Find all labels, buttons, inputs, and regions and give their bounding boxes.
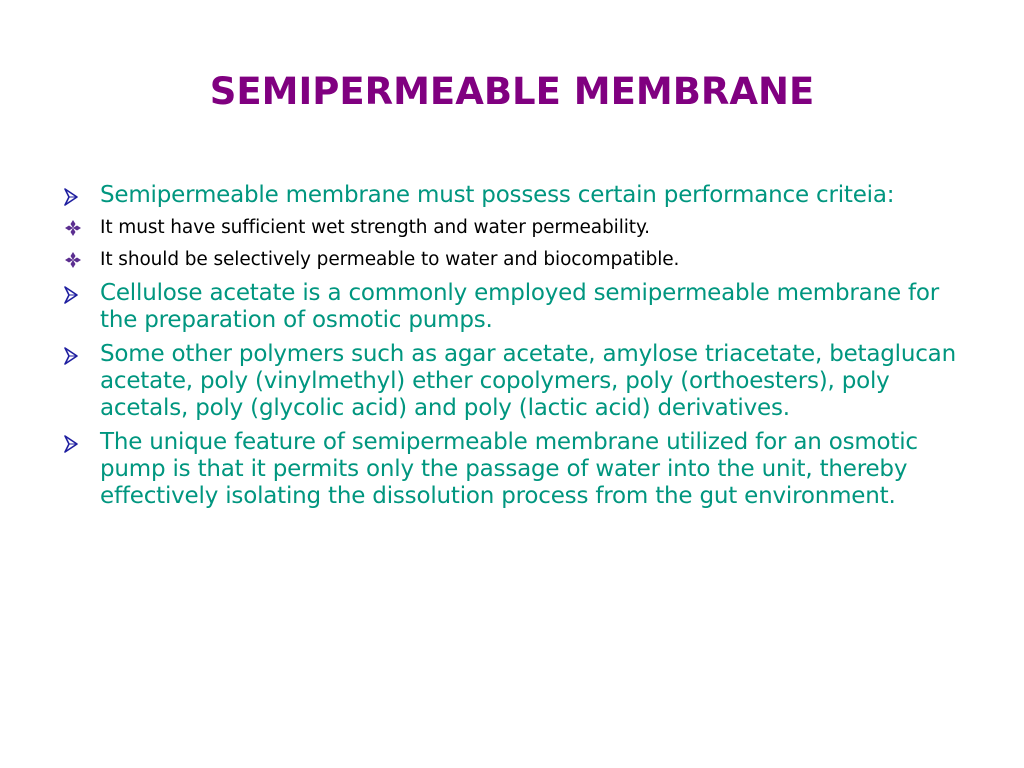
bullet-text: It should be selectively permeable to water and biocompatible. — [100, 249, 680, 270]
bullet-text: It must have sufficient wet strength and water permeability. — [100, 217, 650, 238]
bullet-item — [62, 216, 962, 240]
arrow-bullet-icon — [62, 341, 92, 368]
bullet-text: Cellulose acetate is a commonly employed semipermeable membrane for the preparation of osmotic pumps. — [100, 280, 940, 333]
bullet-item — [62, 280, 962, 334]
bullet-item — [62, 341, 962, 422]
bullet-text: Some other polymers such as agar acetate, amylose triacetate, betaglucan acetate, poly (vinylmethyl) ether copolymers, poly (orthoesters), poly acetals, poly (glycolic acid) and poly (lactic acid) derivatives. — [100, 341, 956, 421]
slide-title: SEMIPERMEABLE MEMBRANE — [209, 70, 815, 113]
bullet-list — [62, 182, 962, 517]
arrow-bullet-icon — [62, 182, 92, 209]
arrow-bullet-icon — [62, 280, 92, 307]
diamond-bullet-icon — [62, 248, 92, 275]
bullet-text: Semipermeable membrane must possess certain performance criteia: — [100, 182, 895, 208]
bullet-item — [62, 248, 962, 272]
bullet-item — [62, 182, 962, 209]
bullet-item — [62, 429, 962, 510]
arrow-bullet-icon — [62, 429, 92, 456]
diamond-bullet-icon — [62, 216, 92, 243]
bullet-text: The unique feature of semipermeable membrane utilized for an osmotic pump is that it permits only the passage of water into the unit, thereby effectively isolating the dissolution process from the gut environment. — [100, 429, 918, 509]
